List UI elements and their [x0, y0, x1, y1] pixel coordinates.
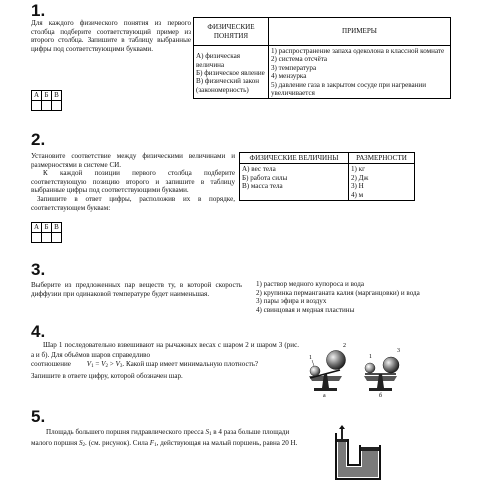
q1-number: 1. [31, 1, 46, 20]
q2-answer-cell-b[interactable] [42, 233, 52, 243]
q2-matching-table [239, 152, 415, 201]
q4-line-2-post: . Какой шар имеет минимальную плотность? [122, 360, 259, 368]
q2-left-item-a: А) вес тела [242, 165, 276, 174]
q1-answer-letter-v: В [52, 91, 62, 101]
caption-a: а [323, 393, 326, 398]
ball-1-a [310, 366, 320, 376]
q1-left-item-a: А) физическая величина [196, 52, 241, 69]
q5-text-5: , действующая на малый поршень, равна 20 Н. [156, 439, 298, 447]
q4-v1-sub: 1 [91, 364, 94, 369]
ball-3 [383, 357, 399, 373]
q5-s1: S [205, 428, 209, 436]
q5-hydraulic-press-figure [330, 425, 382, 480]
q4-line-2 [31, 360, 301, 372]
q2-left-header: ФИЗИЧЕСКИЕ ВЕЛИЧИНЫ [240, 153, 349, 164]
press-large-cylinder-liquid [362, 451, 378, 477]
q1-right-item-3: 3) температура [271, 63, 317, 72]
ball-2 [327, 351, 346, 370]
q1-answer-table [31, 90, 62, 111]
q5-text-1: Площадь большего поршня гидравлического пресса [46, 428, 204, 436]
press-inner-wall [348, 439, 360, 465]
q1-answer-cell-a[interactable] [32, 101, 42, 111]
force-arrow-icon [339, 425, 345, 429]
q1-right-item-4: 4) мензурка [271, 72, 307, 81]
balance-b-base [369, 388, 392, 391]
q5-s1-sub: 1 [208, 432, 212, 437]
press-small-piston [337, 439, 347, 442]
q1-right-item-1: 1) распространение запаха одеколона в классной комнате [271, 47, 445, 55]
q1-left-header: ФИЗИЧЕСКИЕ ПОНЯТИЯ [194, 18, 269, 46]
label-ball-1-b: 1 [369, 354, 372, 360]
q2-instruction-1: Установите соответствие между физическими величинами и размерностями в системе СИ. [31, 152, 235, 169]
q1-instruction: Для каждого физического понятия из первого столбца подберите соответствующий пример из второго столбца. Запишите в таблицу выбранные цифры под соответствующими буквами. [31, 19, 191, 53]
press-small-cylinder-liquid [338, 441, 346, 477]
q2-right-item-2: 2) Дж [351, 173, 369, 182]
balance-a-base [314, 388, 337, 391]
q2-right-item-1: 1) кг [351, 165, 366, 174]
balance-b [364, 357, 399, 391]
press-large-piston [361, 447, 379, 451]
label-ball-2: 2 [343, 343, 346, 349]
q4-line-2-pre: соотношение [31, 360, 71, 368]
q1-left-item-b: Б) физическое явление [196, 69, 265, 78]
q3-number: 3. [31, 260, 46, 279]
q1-right-header: ПРИМЕРЫ [269, 18, 451, 46]
q5-s2: S [78, 439, 83, 447]
q3-question: Выберите из предложенных пар веществ ту, в которой скорость диффузии при одинаковой температуре будет наименьшая. [31, 281, 242, 298]
q5-text-3: малого поршня [31, 439, 78, 447]
q2-instructions [31, 152, 235, 212]
q4-v3-sub: 3 [119, 364, 123, 369]
press-small-piston-rod [341, 429, 343, 439]
q5-s2-sub: 2 [82, 443, 86, 448]
q2-left-item-b: Б) работа силы [242, 173, 288, 182]
q1-answer-letter-b: Б [42, 91, 52, 101]
q4-number: 4. [31, 322, 46, 341]
q4-line-1: Шар 1 последовательно взвешивают на рычажных весах с шаром 2 и шаром 3 (рис. а и б). Для объёмов шаров справедливо [31, 341, 299, 359]
q2-instruction-2: К каждой позиции первого столбца подберите соответствующую позицию второго и запишите в таблицу выбранные цифры под соответствующими буквами. [31, 169, 235, 195]
q2-left-item-v: В) масса тела [242, 182, 283, 191]
q2-number: 2. [31, 130, 46, 149]
q2-answer-letter-b: Б [42, 223, 52, 233]
q3-option-3[interactable]: 3) пары эфира и воздух [256, 297, 327, 306]
q2-answer-cell-v[interactable] [52, 233, 62, 243]
caption-b: б [379, 393, 383, 398]
q5-f-sub: 1 [154, 443, 157, 448]
q3-option-4[interactable]: 4) свинцовая и медная пластины [256, 305, 355, 314]
q4-eq: = [93, 360, 102, 368]
q5-text-2: в 4 раза больше площади [213, 428, 290, 436]
q1-right-item-5: 5) давление газа в закрытом сосуде при нагревании увеличивается [271, 80, 427, 98]
q4-v2-sub: 2 [105, 364, 108, 369]
label-ball-1-a: 1 [309, 355, 312, 361]
q4-v1: V [86, 360, 92, 368]
q3-option-2[interactable]: 2) крупинка перманганата калия (марганцовки) и вода [256, 288, 420, 297]
q2-instruction-3: Запишите в ответ цифры, расположив их в порядке, соответствующем буквам: [31, 194, 235, 212]
q2-answer-letter-v: В [52, 223, 62, 233]
q4-balance-figure [300, 336, 412, 398]
q5-line-2: малого поршня $S_2$. (см. рисунок). Сила $F_1$, действующая на малый поршень, равна 20 Н. [31, 439, 298, 448]
q5-f: F [149, 439, 155, 447]
balance-a [309, 351, 346, 392]
q2-answer-cell-a[interactable] [32, 233, 42, 243]
ball-1-a-pointer [312, 360, 314, 366]
q4-line-3: Запишите в ответе цифру, которой обозначен шар. [31, 372, 183, 380]
q2-right-item-3: 3) Н [351, 182, 364, 191]
q2-right-item-4: 4) м [351, 190, 364, 199]
q1-right-item-2: 2) система отсчёта [271, 55, 328, 64]
q1-answer-letter-a: А [32, 91, 42, 101]
q1-matching-table [193, 17, 451, 99]
q5-number: 5. [31, 407, 46, 426]
press-connecting-liquid [346, 467, 362, 477]
q2-answer-table [31, 222, 62, 243]
q5-text-4: (см. рисунок). Сила [88, 439, 149, 447]
q2-right-header: РАЗМЕРНОСТИ [349, 153, 415, 164]
q1-answer-cell-b[interactable] [42, 101, 52, 111]
q3-option-1[interactable]: 1) раствор медного купороса и вода [256, 280, 364, 288]
q3-options [256, 280, 456, 314]
q2-answer-letter-a: А [32, 223, 42, 233]
q4-v3: V [115, 360, 120, 368]
q4-v2: V [101, 360, 106, 368]
ball-1-b [365, 363, 375, 373]
q4-gt: > [107, 360, 116, 368]
label-ball-3: 3 [397, 348, 400, 354]
q1-left-item-v: В) физический закон (закономерность) [196, 77, 260, 94]
q1-answer-cell-v[interactable] [52, 101, 62, 111]
